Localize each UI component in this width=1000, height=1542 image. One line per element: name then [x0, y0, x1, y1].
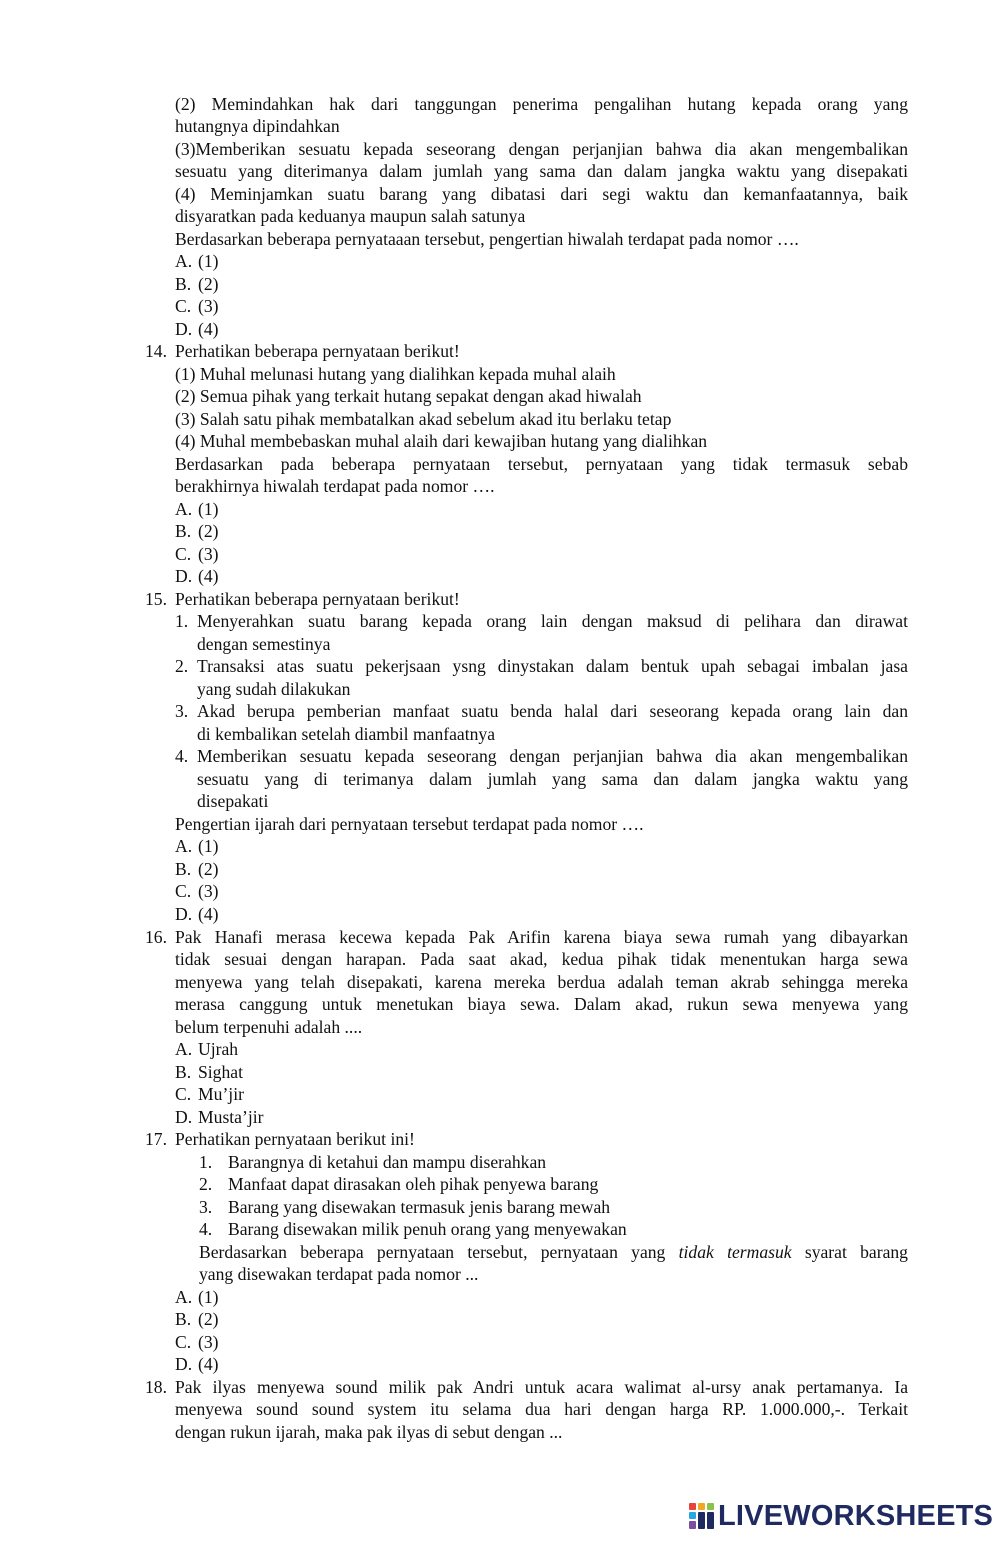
q14-option-c[interactable]: C. (3)	[175, 544, 219, 564]
q15-item: 1. Menyerahkan suatu barang kepada orang lain dengan maksud di pelihara dan dirawat	[175, 611, 908, 631]
q14-option-b[interactable]: B. (2)	[175, 521, 219, 541]
q16-option-c[interactable]: C. Mu’jir	[175, 1084, 244, 1104]
q17-item: 4. Barang disewakan milik penuh orang yang menyewakan	[199, 1219, 627, 1239]
q15-stem: 15. Perhatikan beberapa pernyataan berikut!	[145, 589, 460, 609]
question-number: 16.	[145, 927, 167, 947]
q16-line: tidak sesuai dengan harapan. Pada saat akad, kedua pihak tidak menentukan harga sewa	[175, 949, 908, 969]
q14-stem: 14. Perhatikan beberapa pernyataan berikut!	[145, 341, 460, 361]
q15-item: 3. Akad berupa pemberian manfaat suatu benda halal dari seseorang kepada orang lain dan	[175, 701, 908, 721]
question-number: 17.	[145, 1129, 167, 1149]
q13-option-b[interactable]: B. (2)	[175, 274, 219, 294]
q14-option-a[interactable]: A. (1)	[175, 499, 219, 519]
q18-stem: 18. Pak ilyas menyewa sound milik pak Andri untuk acara walimat al-ursy anak pertamanya. Ia	[145, 1377, 908, 1397]
q16-option-b[interactable]: B. Sighat	[175, 1062, 243, 1082]
q17-question: yang disewakan terdapat pada nomor ...	[199, 1264, 479, 1284]
question-number: 18.	[145, 1377, 167, 1397]
q16-line: belum terpenuhi adalah ....	[175, 1017, 363, 1037]
q16-line: menyewa yang telah disepakati, karena mereka berdua adalah teman akrab sehingga mereka	[175, 972, 908, 992]
q15-option-c[interactable]: C. (3)	[175, 881, 219, 901]
q15-question: Pengertian ijarah dari pernyataan tersebut terdapat pada nomor ….	[175, 814, 644, 834]
q16-option-d[interactable]: D. Musta’jir	[175, 1107, 264, 1127]
q15-item-cont: di kembalikan setelah diambil manfaatnya	[197, 724, 496, 744]
q13-line: (2) Memindahkan hak dari tanggungan penerima pengalihan hutang kepada orang yang	[175, 94, 908, 114]
q14-item: (2) Semua pihak yang terkait hutang sepakat dengan akad hiwalah	[175, 386, 642, 406]
q17-option-a[interactable]: A. (1)	[175, 1287, 219, 1307]
q14-question: berakhirnya hiwalah terdapat pada nomor ….	[175, 476, 495, 496]
q13-line: disyaratkan pada keduanya maupun salah satunya	[175, 206, 526, 226]
q14-item: (4) Muhal membebaskan muhal alaih dari kewajiban hutang yang dialihkan	[175, 431, 708, 451]
q15-item-cont: sesuatu yang di terimanya dalam jumlah yang sama dan dalam jangka waktu yang	[197, 769, 908, 789]
q13-option-a[interactable]: A. (1)	[175, 251, 219, 271]
q17-question: Berdasarkan beberapa pernyataan tersebut, pernyataan yang tidak termasuk syarat barang	[199, 1242, 908, 1262]
q13-option-c[interactable]: C. (3)	[175, 296, 219, 316]
q17-option-c[interactable]: C. (3)	[175, 1332, 219, 1352]
q15-item-cont: yang sudah dilakukan	[197, 679, 351, 699]
q16-stem: 16. Pak Hanafi merasa kecewa kepada Pak Arifin karena biaya sewa rumah yang dibayarkan	[145, 927, 908, 947]
q13-option-d[interactable]: D. (4)	[175, 319, 219, 339]
q13-line: (3)Memberikan sesuatu kepada seseorang dengan perjanjian bahwa dia akan mengembalikan	[175, 139, 908, 159]
q14-question: Berdasarkan pada beberapa pernyataan tersebut, pernyataan yang tidak termasuk sebab	[175, 454, 908, 474]
q18-line: menyewa sound sound system itu selama dua hari dengan harga RP. 1.000.000,-. Terkait	[175, 1399, 908, 1419]
q14-option-d[interactable]: D. (4)	[175, 566, 219, 586]
q15-item: 2. Transaksi atas suatu pekerjsaan ysng dinystakan dalam bentuk upah sebagai imbalan jasa	[175, 656, 908, 676]
q17-option-b[interactable]: B. (2)	[175, 1309, 219, 1329]
question-number: 15.	[145, 589, 167, 609]
q15-option-d[interactable]: D. (4)	[175, 904, 219, 924]
q13-line: sesuatu yang diterimanya dalam jumlah yang sama dan dalam jangka waktu yang disepakati	[175, 161, 908, 181]
q17-item: 2. Manfaat dapat dirasakan oleh pihak penyewa barang	[199, 1174, 599, 1194]
q16-option-a[interactable]: A. Ujrah	[175, 1039, 239, 1059]
logo-text: LIVEWORKSHEETS	[718, 1500, 994, 1532]
q17-item: 1. Barangnya di ketahui dan mampu diserahkan	[199, 1152, 547, 1172]
liveworksheets-logo-icon	[688, 1502, 716, 1530]
q17-stem: 17. Perhatikan pernyataan berikut ini!	[145, 1129, 415, 1149]
q13-question: Berdasarkan beberapa pernyataaan tersebut, pengertian hiwalah terdapat pada nomor ….	[175, 229, 799, 249]
q15-item-cont: disepakati	[197, 791, 269, 811]
q14-item: (3) Salah satu pihak membatalkan akad sebelum akad itu berlaku tetap	[175, 409, 672, 429]
q15-option-a[interactable]: A. (1)	[175, 836, 219, 856]
liveworksheets-logo[interactable]	[688, 1498, 994, 1534]
q13-line: hutangnya dipindahkan	[175, 116, 340, 136]
q15-item: 4. Memberikan sesuatu kepada seseorang dengan perjanjian bahwa dia akan mengembalikan	[175, 746, 908, 766]
q18-line: dengan rukun ijarah, maka pak ilyas di sebut dengan ...	[175, 1422, 563, 1442]
question-number: 14.	[145, 341, 167, 361]
q15-item-cont: dengan semestinya	[197, 634, 331, 654]
q15-option-b[interactable]: B. (2)	[175, 859, 219, 879]
q14-item: (1) Muhal melunasi hutang yang dialihkan kepada muhal alaih	[175, 364, 616, 384]
q13-line: (4) Meminjamkan suatu barang yang dibatasi dari segi waktu dan kemanfaatannya, baik	[175, 184, 908, 204]
q17-option-d[interactable]: D. (4)	[175, 1354, 219, 1374]
q16-line: merasa canggung untuk menetukan biaya sewa. Dalam akad, rukun sewa menyewa yang	[175, 994, 908, 1014]
q17-item: 3. Barang yang disewakan termasuk jenis barang mewah	[199, 1197, 611, 1217]
